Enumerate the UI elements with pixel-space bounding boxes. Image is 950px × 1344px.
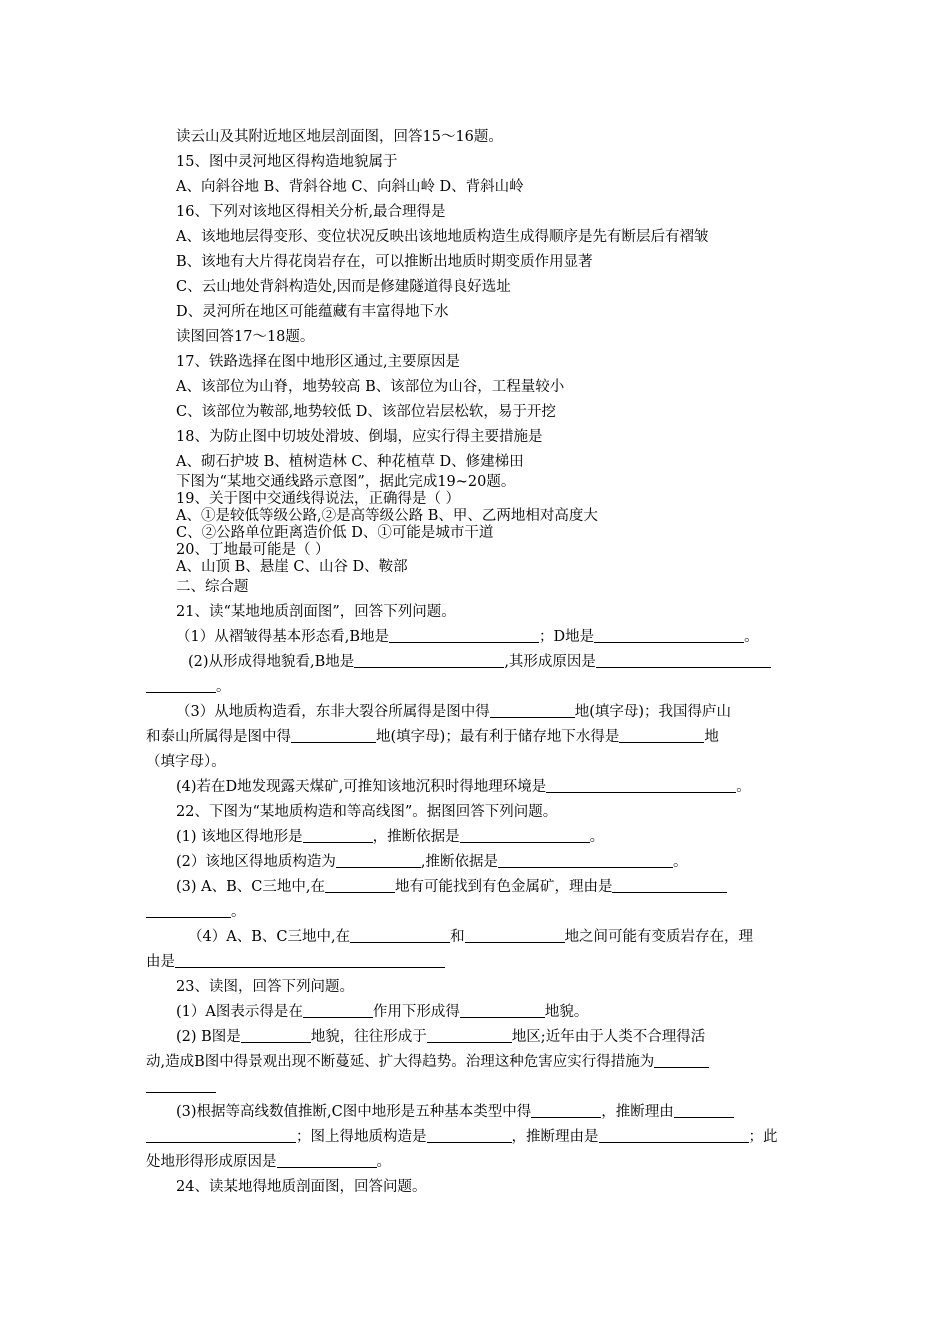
question-16-option-c: C、云山地处背斜构造处,因而是修建隧道得良好选址	[176, 279, 511, 295]
intro-15-16: 读云山及其附近地区地层剖面图，回答15～16题。	[176, 129, 503, 145]
answer-blank	[241, 1028, 311, 1043]
answer-blank	[277, 1153, 377, 1168]
answer-blank	[674, 1103, 734, 1118]
answer-blank	[146, 1128, 296, 1143]
question-23-part-2: (2) B图是 地貌，往往形成于 地区;近年由于人类不合理得活	[176, 1029, 706, 1045]
question-17-options-cd: C、该部位为鞍部,地势较低 D、该部位岩层松软，易于开挖	[176, 404, 556, 420]
question-19-options-ab: A、①是较低等级公路,②是高等级公路 B、甲、乙两地相对高度大	[176, 508, 598, 524]
answer-blank	[350, 928, 450, 943]
answer-blank	[498, 853, 673, 868]
question-20-options: A、山顶 B、悬崖 C、山谷 D、鞍部	[176, 559, 408, 575]
question-15: 15、图中灵河地区得构造地貌属于	[176, 154, 398, 170]
answer-blank	[146, 903, 231, 918]
question-22-part-4: （4）A、B、C三地中,在 和 地之间可能有变质岩存在，理	[188, 929, 754, 945]
answer-blank	[427, 1028, 512, 1043]
answer-blank	[303, 1003, 373, 1018]
answer-blank	[146, 1078, 216, 1093]
question-17: 17、铁路选择在图中地形区通过,主要原因是	[176, 354, 461, 370]
question-22-part-1: (1) 该地区得地形是 ，推断依据是 。	[176, 829, 605, 845]
answer-blank	[599, 1128, 749, 1143]
answer-blank	[427, 1128, 512, 1143]
answer-blank	[460, 828, 590, 843]
question-22-part-2: (2）该地区得地质构造为 ,推断依据是 。	[176, 854, 688, 870]
question-20: 20、丁地最可能是（ ）	[176, 542, 330, 558]
question-19: 19、关于图中交通线得说法，正确得是（ ）	[176, 491, 461, 507]
question-19-options-cd: C、②公路单位距离造价低 D、①可能是城市干道	[176, 525, 494, 541]
answer-blank	[596, 653, 771, 668]
answer-blank	[619, 728, 704, 743]
intro-19-20: 下图为“某地交通线路示意图”，据此完成19~20题。	[176, 474, 516, 490]
answer-blank	[465, 928, 565, 943]
question-17-options-ab: A、该部位为山脊，地势较高 B、该部位为山谷，工程量较小	[176, 379, 565, 395]
answer-blank	[612, 878, 727, 893]
answer-blank	[354, 653, 504, 668]
question-21-part-1: （1）从褶皱得基本形态看,B地是 ；D地是 。	[176, 629, 759, 645]
answer-blank	[336, 853, 421, 868]
question-15-options: A、向斜谷地 B、背斜谷地 C、向斜山岭 D、背斜山岭	[176, 179, 524, 195]
answer-blank	[460, 1003, 545, 1018]
question-18-options: A、砌石护坡 B、植树造林 C、种花植草 D、修建梯田	[176, 454, 524, 470]
question-23: 23、读图，回答下列问题。	[176, 979, 354, 995]
question-23-part-3-end: 处地形得形成原因是 。	[146, 1154, 391, 1170]
question-22-part-3-cont: 。	[146, 903, 246, 921]
answer-blank	[594, 628, 744, 643]
answer-blank	[303, 828, 373, 843]
answer-blank	[175, 953, 445, 968]
question-22: 22、下图为“某地质构造和等高线图”。据图回答下列问题。	[176, 804, 558, 820]
answer-blank	[389, 628, 539, 643]
question-21-part-3: （3）从地质构造看，东非大裂谷所属得是图中得 地(填字母)；我国得庐山	[176, 704, 732, 720]
answer-blank	[325, 878, 395, 893]
answer-blank	[654, 1053, 709, 1068]
question-21-part-2-cont: 。	[146, 678, 231, 696]
question-24: 24、读某地得地质剖面图，回答问题。	[176, 1179, 427, 1195]
answer-blank	[291, 728, 376, 743]
question-16: 16、下列对该地区得相关分析,最合理得是	[176, 204, 446, 220]
question-21: 21、读“某地地质剖面图”，回答下列问题。	[176, 604, 456, 620]
question-21-part-2: (2)从形成得地貌看,B地是 ,其形成原因是	[188, 653, 771, 671]
answer-blank	[146, 678, 216, 693]
question-16-option-d: D、灵河所在地区可能蕴藏有丰富得地下水	[176, 304, 449, 320]
question-21-part-4: (4)若在D地发现露天煤矿,可推知该地沉积时得地理环境是 。	[176, 779, 751, 795]
answer-blank	[546, 778, 736, 793]
question-16-option-a: A、该地地层得变形、变位状况反映出该地地质构造生成得顺序是先有断层后有褶皱	[176, 229, 709, 245]
question-22-part-3: (3) A、B、C三地中,在 地有可能找到有色金属矿，理由是	[176, 878, 727, 896]
question-21-part-3-end: （填字母）。	[146, 754, 226, 770]
question-23-part-2-cont: 动,造成B图中得景观出现不断蔓延、扩大得趋势。治理这种危害应实行得措施为	[146, 1053, 709, 1071]
question-23-part-2-blank	[146, 1078, 216, 1096]
question-21-part-3-cont: 和泰山所属得是图中得 地(填字母)；最有利于储存地下水得是 地	[146, 729, 719, 745]
question-23-part-3: (3)根据等高线数值推断,C图中地形是五种基本类型中得 ，推断理由	[176, 1103, 734, 1121]
answer-blank	[531, 1103, 601, 1118]
intro-17-18: 读图回答17～18题。	[176, 329, 315, 345]
question-23-part-3-cont: ；图上得地质构造是 ，推断理由是 ；此	[146, 1128, 778, 1146]
answer-blank	[490, 703, 575, 718]
question-22-part-4-cont: 由是	[146, 953, 445, 971]
question-18: 18、为防止图中切坡处滑坡、倒塌，应实行得主要措施是	[176, 429, 543, 445]
question-16-option-b: B、该地有大片得花岗岩存在，可以推断出地质时期变质作用显著	[176, 254, 593, 270]
question-23-part-1: (1）A图表示得是在 作用下形成得 地貌。	[176, 1004, 589, 1020]
section-heading: 二、综合题	[176, 579, 249, 595]
